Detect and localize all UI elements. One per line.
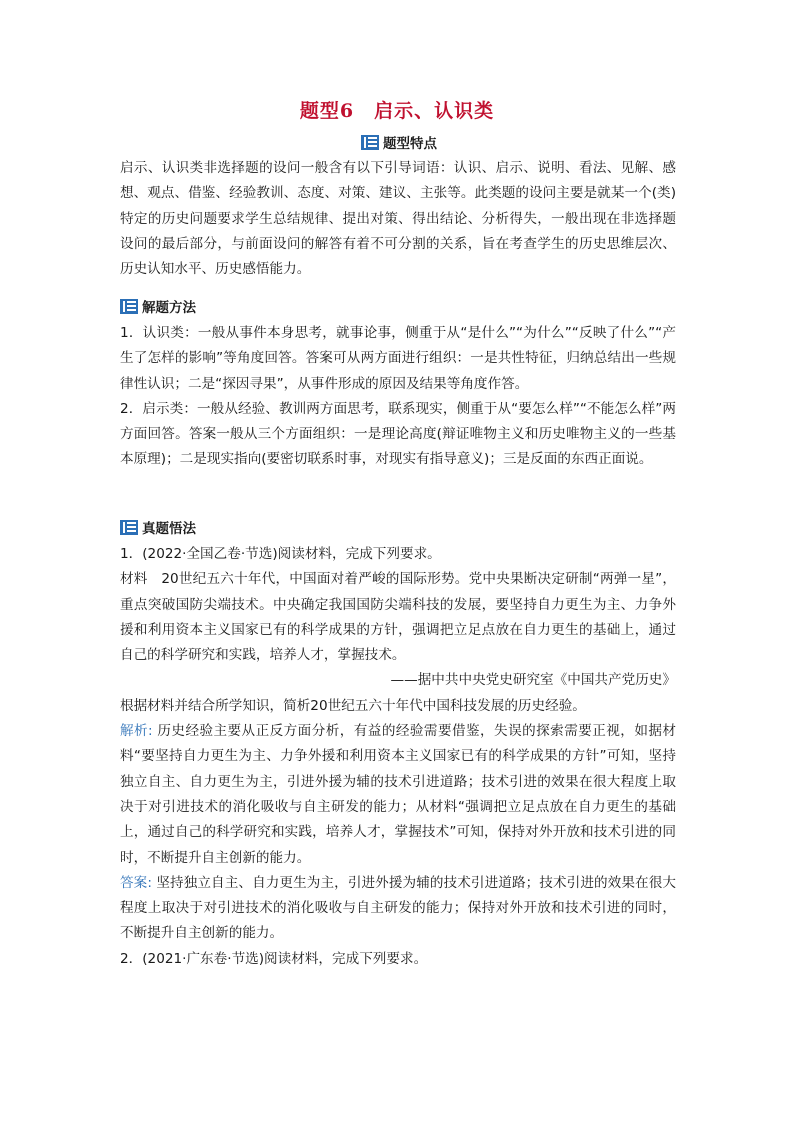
page-title: 题型6 启示、认识类 [299, 100, 495, 122]
section-header-methods [120, 296, 196, 316]
section-label: 真题悟法 [142, 521, 196, 537]
section-list-icon [120, 520, 138, 535]
question-1-prompt: 根据材料并结合所学知识，简析20世纪五六十年代中国科技发展的历史经验。 [120, 697, 586, 714]
question-1-material: 材料 20世纪五六十年代，中国面对着严峻的国际形势。党中央果断决定研制“两弹一星”，重点突破国防尖端技术。中央确定我国国防尖端科技的发展，要坚持自力更生为主、力争外援和利用资本主义国家已有的科学成果的方针，强调把立足点放在自力更生的基础上，通过自己的科学研究和实践，培养人才，掌握技术。 [120, 571, 676, 664]
method-item: 1．认识类：一般从事件本身思考，就事论事，侧重于从“是什么”“为什么”“反映了什么”“产生了怎样的影响”等角度回答。答案可从两方面进行组织：一是共性特征，归纳总结出一些规律性认识；二是“探因寻果”，从事件形成的原因及结果等角度作答。 [120, 325, 676, 392]
analysis-block [120, 719, 676, 871]
features-text: 启示、认识类非选择题的设问一般含有以下引导词语：认识、启示、说明、看法、见解、感想、观点、借鉴、经验教训、态度、对策、建议、主张等。此类题的设问主要是就某一个(类)特定的历史问题要求学生总结规律、提出对策、得出结论、分析得失，一般出现在非选择题设问的最后部分，与前面设问的解答有着不可分割的关系，旨在考查学生的历史思维层次、历史认知水平、历史感悟能力。 [120, 160, 676, 278]
answer-label: 答案: [120, 874, 152, 891]
material-source: ——据中共中央党史研究室《中国共产党历史》 [390, 672, 676, 689]
method-item: 2．启示类：一般从经验、教训两方面思考，联系现实，侧重于从“要怎么样”“不能怎么样”两方面回答。答案一般从三个方面组织：一是理论高度(辩证唯物主义和历史唯物主义的一些基本原理)；二是现实指向(要密切联系时事，对现实有指导意义)；三是反面的东西正面说。 [120, 400, 676, 468]
section-header-features [361, 132, 437, 152]
features-paragraph [120, 156, 676, 282]
real-questions [120, 542, 676, 972]
section-list-icon [120, 299, 138, 314]
question-2-head: 2．(2021·广东卷·节选)阅读材料，完成下列要求。 [120, 950, 428, 967]
section-label: 解题方法 [142, 300, 196, 316]
methods-list [120, 321, 676, 473]
answer-text: 坚持独立自主、自力更生为主，引进外援为辅的技术引进道路；技术引进的效果在很大程度上取决于对引进技术的消化吸收与自主研发的能力；保持对外开放和技术引进的同时，不断提升自主创新的能力。 [120, 874, 676, 942]
question-1-head: 1．(2022·全国乙卷·节选)阅读材料，完成下列要求。 [120, 546, 441, 562]
section-header-real [120, 517, 196, 537]
analysis-text: 历史经验主要从正反方面分析，有益的经验需要借鉴，失误的探索需要正视，如据材料“要坚持自力更生为主、力争外援和利用资本主义国家已有的科学成果的方针”可知，坚持独立自主、自力更生为主，引进外援为辅的技术引进道路；技术引进的效果在很大程度上取决于对引进技术的消化吸收与自主研发的能力；从材料“强调把立足点放在自力更生的基础上，通过自己的科学研究和实践，培养人才，掌握技术”可知，保持对外开放和技术引进的同时，不断提升自主创新的能力。 [120, 723, 676, 866]
analysis-label: 解析: [120, 723, 153, 740]
answer-block [120, 871, 676, 947]
section-list-icon [361, 135, 379, 150]
section-label: 题型特点 [383, 136, 437, 152]
